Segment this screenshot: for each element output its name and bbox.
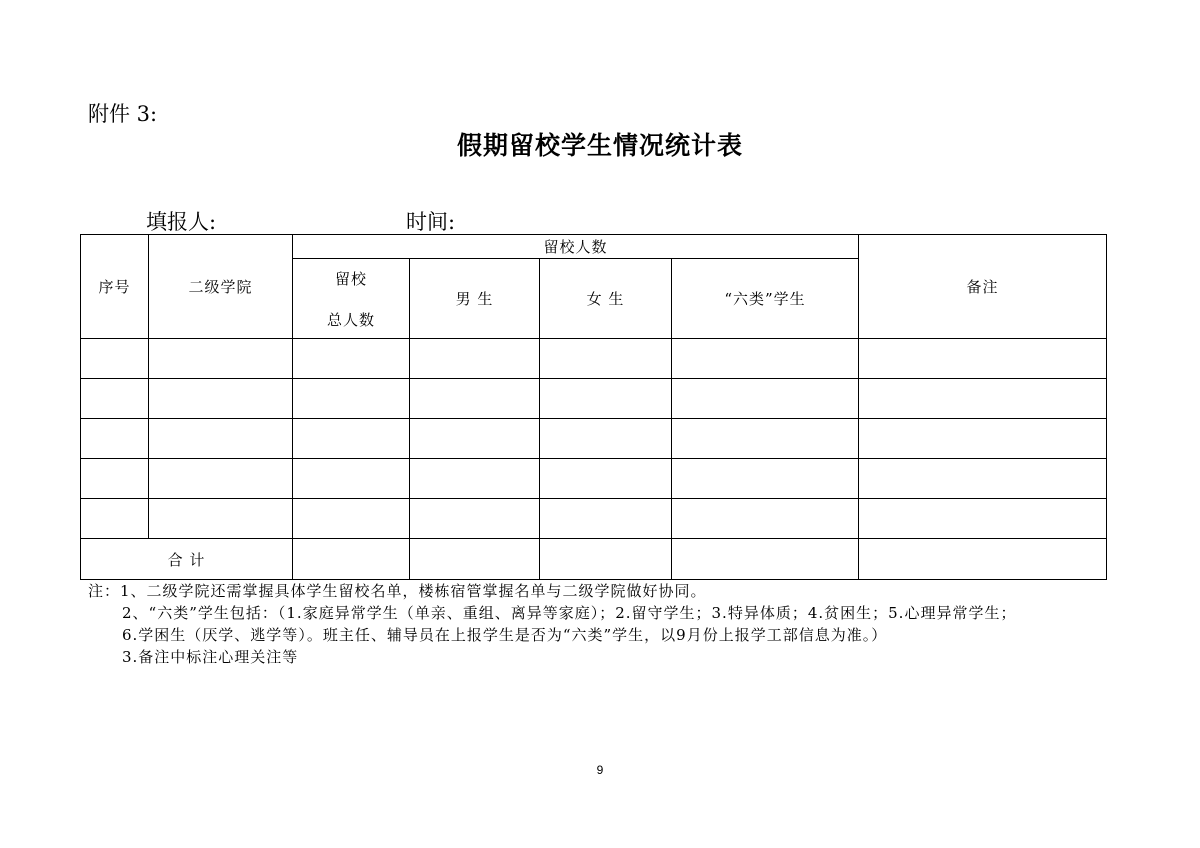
table-row <box>81 379 1107 419</box>
header-female: 女 生 <box>540 259 672 339</box>
header-group-stay: 留校人数 <box>293 235 859 259</box>
note-line-2: 2、“六类”学生包括：（1.家庭异常学生（单亲、重组、离异等家庭）；2.留守学生；3.特异体质；4.贫困生；5.心理异常学生； <box>122 604 1017 622</box>
table-cell[interactable] <box>859 499 1107 539</box>
total-label: 合 计 <box>81 539 293 580</box>
table-cell[interactable] <box>81 419 149 459</box>
total-cell[interactable] <box>540 539 672 580</box>
table-cell[interactable] <box>859 379 1107 419</box>
table-cell[interactable] <box>293 419 410 459</box>
total-cell[interactable] <box>410 539 540 580</box>
table-cell[interactable] <box>149 419 293 459</box>
table-cell[interactable] <box>81 499 149 539</box>
table-row <box>81 459 1107 499</box>
table-cell[interactable] <box>540 339 672 379</box>
total-cell[interactable] <box>672 539 859 580</box>
note-line-4: 3.备注中标注心理关注等 <box>122 648 299 666</box>
table-cell[interactable] <box>293 459 410 499</box>
table-cell[interactable] <box>672 499 859 539</box>
header-total-line2: 总人数 <box>326 310 375 329</box>
note-line-1: 注：1、二级学院还需掌握具体学生留校名单，楼栋宿管掌握名单与二级学院做好协同。 <box>88 582 707 600</box>
page-title: 假期留校学生情况统计表 <box>456 131 743 160</box>
filler-label: 填报人: <box>146 210 217 234</box>
table-row <box>81 339 1107 379</box>
total-cell[interactable] <box>293 539 410 580</box>
table-cell[interactable] <box>149 339 293 379</box>
table-cell[interactable] <box>293 339 410 379</box>
table-cell[interactable] <box>672 419 859 459</box>
total-row <box>81 539 1107 580</box>
header-male: 男 生 <box>410 259 540 339</box>
table-cell[interactable] <box>81 459 149 499</box>
table-cell[interactable] <box>540 419 672 459</box>
attachment-label: 附件 3: <box>88 102 158 126</box>
header-college: 二级学院 <box>149 235 293 339</box>
notes <box>88 580 1118 668</box>
table-cell[interactable] <box>81 379 149 419</box>
table-cell[interactable] <box>149 499 293 539</box>
header-total-line1: 留校 <box>334 269 367 288</box>
table-cell[interactable] <box>859 459 1107 499</box>
total-cell[interactable] <box>859 539 1107 580</box>
page-number: 9 <box>596 763 604 777</box>
table-cell[interactable] <box>293 499 410 539</box>
table-cell[interactable] <box>540 459 672 499</box>
table-cell[interactable] <box>149 459 293 499</box>
table-cell[interactable] <box>672 379 859 419</box>
header-six-types: “六类”学生 <box>672 259 859 339</box>
header-seq: 序号 <box>81 235 149 339</box>
table-cell[interactable] <box>540 499 672 539</box>
table-cell[interactable] <box>859 419 1107 459</box>
table-row <box>81 419 1107 459</box>
table-cell[interactable] <box>149 379 293 419</box>
table-cell[interactable] <box>410 339 540 379</box>
header-remark: 备注 <box>859 235 1107 339</box>
table-cell[interactable] <box>410 419 540 459</box>
table-cell[interactable] <box>410 499 540 539</box>
table-row <box>81 499 1107 539</box>
table-cell[interactable] <box>859 339 1107 379</box>
note-line-3: 6.学困生（厌学、逃学等）。班主任、辅导员在上报学生是否为“六类”学生，以9月份上报学工部信息为准。） <box>122 626 888 644</box>
table-cell[interactable] <box>410 379 540 419</box>
header-total <box>293 259 410 339</box>
table-cell[interactable] <box>293 379 410 419</box>
table-cell[interactable] <box>81 339 149 379</box>
table-cell[interactable] <box>672 459 859 499</box>
table-cell[interactable] <box>540 379 672 419</box>
time-label: 时间: <box>406 210 456 234</box>
table-cell[interactable] <box>410 459 540 499</box>
table-cell[interactable] <box>672 339 859 379</box>
statistics-table <box>80 234 1107 580</box>
